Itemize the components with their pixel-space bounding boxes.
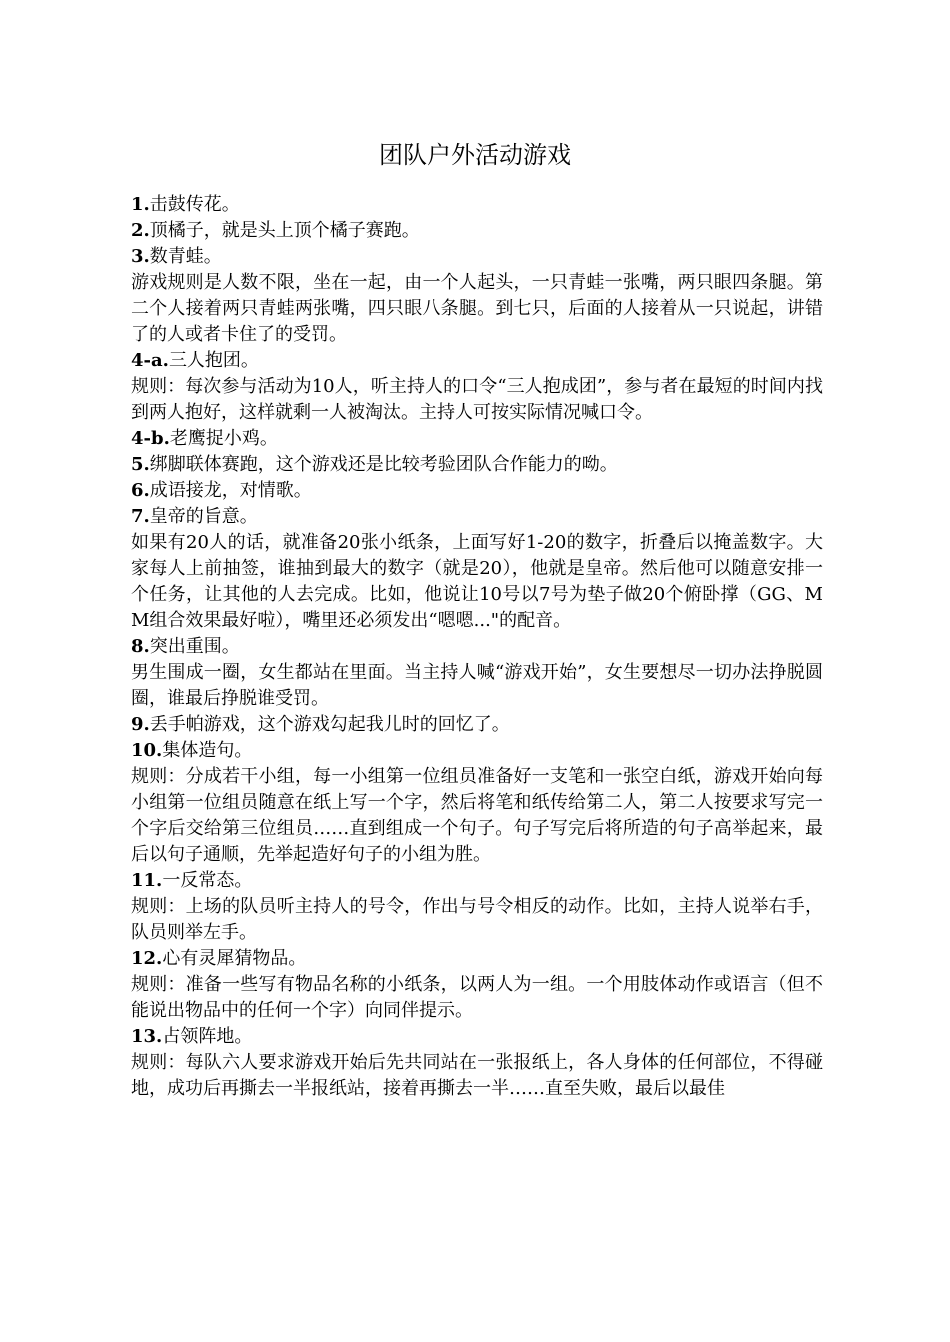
paragraph-text: 成语接龙，对情歌。 <box>149 480 312 501</box>
paragraph-8 <box>131 634 823 660</box>
item-number: 1. <box>131 194 150 215</box>
paragraph-text: 规则：每次参与活动为10人，听主持人的口令“三人抱成团”，参与者在最短的时间内找到两人抱好，这样就剩一人被淘汰。主持人可按实际情况喊口令。 <box>131 376 823 423</box>
paragraph-12 <box>131 946 823 972</box>
paragraph-text: 皇帝的旨意。 <box>149 506 258 527</box>
item-number: 9. <box>131 714 150 735</box>
item-number: 8. <box>131 636 150 657</box>
paragraph-11-rules <box>131 894 823 946</box>
paragraph-5 <box>131 452 823 478</box>
document-body <box>131 192 823 1102</box>
item-number: 12. <box>131 948 163 969</box>
paragraph-text: 集体造句。 <box>162 740 253 761</box>
paragraph-text: 顶橘子，就是头上顶个橘子赛跑。 <box>149 220 420 241</box>
paragraph-text: 心有灵犀猜物品。 <box>162 948 307 969</box>
paragraph-text: 突出重围。 <box>149 636 240 657</box>
paragraph-7 <box>131 504 823 530</box>
paragraph-3 <box>131 244 823 270</box>
paragraph-text: 绑脚联体赛跑，这个游戏还是比较考验团队合作能力的呦。 <box>149 454 618 475</box>
item-number: 4-b. <box>131 428 170 449</box>
item-number: 10. <box>131 740 163 761</box>
paragraph-text: 一反常态。 <box>162 870 253 891</box>
paragraph-9 <box>131 712 823 738</box>
paragraph-10-rules <box>131 764 823 868</box>
paragraph-11 <box>131 868 823 894</box>
paragraph-4b <box>131 426 823 452</box>
paragraph-13-rules <box>131 1050 823 1102</box>
item-number: 11. <box>131 870 163 891</box>
paragraph-text: 击鼓传花。 <box>149 194 240 215</box>
paragraph-4a <box>131 348 823 374</box>
paragraph-4a-rules <box>131 374 823 426</box>
paragraph-text: 数青蛙。 <box>149 246 222 267</box>
paragraph-7-rules <box>131 530 823 634</box>
paragraph-12-rules <box>131 972 823 1024</box>
item-number: 3. <box>131 246 150 267</box>
item-number: 7. <box>131 506 150 527</box>
paragraph-text: 游戏规则是人数不限，坐在一起，由一个人起头，一只青蛙一张嘴，两只眼四条腿。第二个人接着两只青蛙两张嘴，四只眼八条腿。到七只，后面的人接着从一只说起，讲错了的人或者卡住了的受罚。 <box>131 272 823 345</box>
paragraph-8-rules <box>131 660 823 712</box>
paragraph-2 <box>131 218 823 244</box>
paragraph-text: 丢手帕游戏，这个游戏勾起我儿时的回忆了。 <box>149 714 510 735</box>
paragraph-text: 三人抱团。 <box>168 350 259 371</box>
paragraph-text: 规则：上场的队员听主持人的号令，作出与号令相反的动作。比如，主持人说举右手，队员则举左手。 <box>131 896 823 943</box>
item-number: 5. <box>131 454 150 475</box>
item-number: 4-a. <box>131 350 169 371</box>
paragraph-text: 规则：每队六人要求游戏开始后先共同站在一张报纸上，各人身体的任何部位，不得碰地，成功后再撕去一半报纸站，接着再撕去一半……直至失败，最后以最佳 <box>131 1052 823 1099</box>
paragraph-10 <box>131 738 823 764</box>
paragraph-13 <box>131 1024 823 1050</box>
paragraph-text: 老鹰捉小鸡。 <box>169 428 278 449</box>
paragraph-text: 规则：分成若干小组，每一小组第一位组员准备好一支笔和一张空白纸，游戏开始向每小组第一位组员随意在纸上写一个字，然后将笔和纸传给第二人，第二人按要求写完一个字后交给第三位组员……直到组成一个句子。句子写完后将所造的句子高举起来，最后以句子通顺，先举起造好句子的小组为胜。 <box>131 766 823 865</box>
paragraph-text: 占领阵地。 <box>162 1026 253 1047</box>
paragraph-3-rules <box>131 270 823 348</box>
paragraph-text: 规则：准备一些写有物品名称的小纸条，以两人为一组。一个用肢体动作或语言（但不能说出物品中的任何一个字）向同伴提示。 <box>131 974 823 1021</box>
item-number: 13. <box>131 1026 163 1047</box>
paragraph-text: 如果有20人的话，就准备20张小纸条，上面写好1-20的数字，折叠后以掩盖数字。大家每人上前抽签，谁抽到最大的数字（就是20），他就是皇帝。然后他可以随意安排一个任务，让其他的人去完成。比如，他说让10号以7号为垫子做20个俯卧撑（GG、MM组合效果最好啦），嘴里还必须发出“嗯嗯..."的配音。 <box>131 532 823 631</box>
item-number: 2. <box>131 220 150 241</box>
page-title: 团队户外活动游戏 <box>379 141 571 169</box>
paragraph-6 <box>131 478 823 504</box>
item-number: 6. <box>131 480 150 501</box>
paragraph-text: 男生围成一圈，女生都站在里面。当主持人喊“游戏开始”，女生要想尽一切办法挣脱圆圈，谁最后挣脱谁受罚。 <box>131 662 823 709</box>
paragraph-1 <box>131 192 823 218</box>
